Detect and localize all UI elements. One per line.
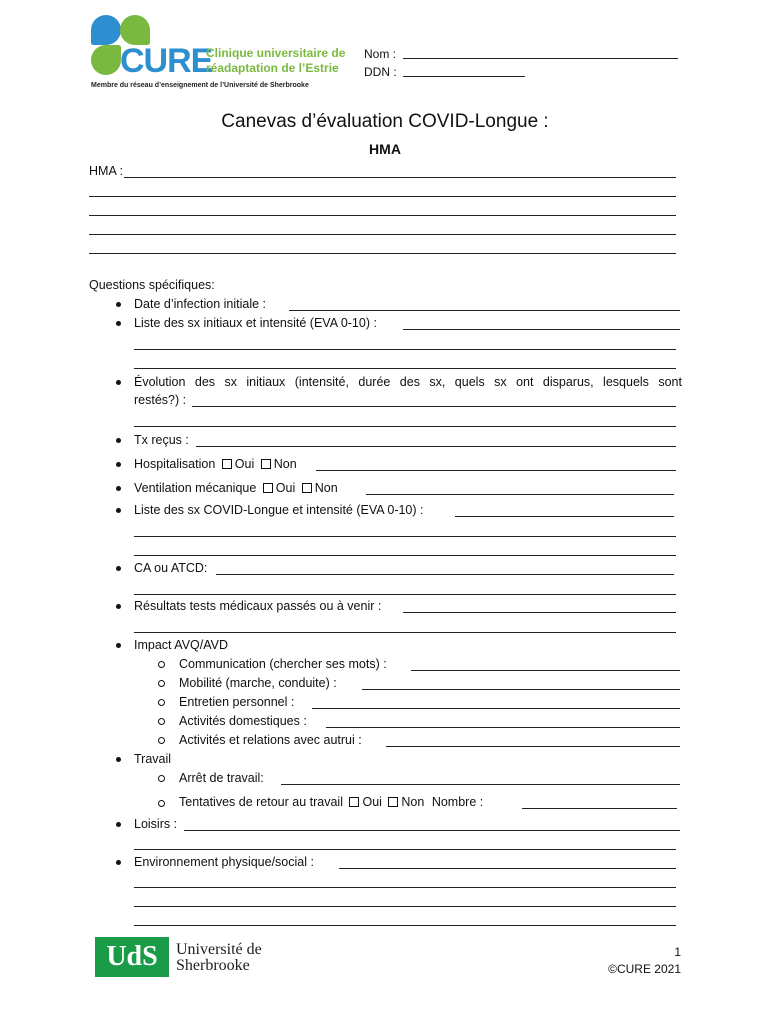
non-label: Non (314, 481, 338, 495)
ventilation-field[interactable] (366, 494, 674, 495)
hospitalisation-oui-checkbox[interactable] (222, 459, 232, 469)
liste-sx-covid-label: Liste des sx COVID-Longue et intensité (EVA 0-10) : (134, 503, 424, 517)
logo-leaf-green-top-icon (120, 15, 150, 45)
nombre-field[interactable] (522, 808, 677, 809)
environnement-field[interactable] (339, 868, 676, 869)
non-label: Non (401, 795, 425, 809)
resultats-tests-label: Résultats tests médicaux passés ou à venir : (134, 599, 382, 613)
hma-line-5[interactable] (89, 253, 676, 254)
liste-sx-initiaux-line-2[interactable] (134, 349, 676, 350)
bullet-icon (116, 508, 121, 513)
logo-line-2: réadaptation de l’Estrie (206, 61, 339, 75)
oui-label: Oui (234, 457, 255, 471)
bullet-icon (116, 860, 121, 865)
mobilite-field[interactable] (362, 689, 680, 690)
oui-label: Oui (362, 795, 382, 809)
circle-bullet-icon (158, 680, 165, 687)
tentatives-oui-checkbox[interactable] (349, 797, 359, 807)
ventilation-non-checkbox[interactable] (302, 483, 312, 493)
ca-atcd-field[interactable] (216, 574, 674, 575)
liste-sx-covid-line-2[interactable] (134, 536, 676, 537)
entretien-field[interactable] (312, 708, 680, 709)
hma-line-1[interactable] (124, 177, 676, 178)
logo-leaf-blue-icon (91, 15, 121, 45)
bullet-icon (116, 757, 121, 762)
bullet-icon (116, 321, 121, 326)
ventilation-oui-checkbox[interactable] (263, 483, 273, 493)
hospitalisation-field[interactable] (316, 470, 676, 471)
loisirs-field[interactable] (184, 830, 680, 831)
hospitalisation-label: Hospitalisation (134, 457, 216, 471)
circle-bullet-icon (158, 775, 165, 782)
bullet-icon (116, 380, 121, 385)
loisirs-line-2[interactable] (134, 849, 676, 850)
copyright: ©CURE 2021 (608, 962, 681, 976)
ddn-field[interactable] (403, 76, 525, 77)
uds-logo-mark: UdS (95, 937, 169, 977)
liste-sx-initiaux-label: Liste des sx initiaux et intensité (EVA 0-10) : (134, 316, 377, 330)
environnement-line-2[interactable] (134, 887, 676, 888)
circle-bullet-icon (158, 661, 165, 668)
bullet-icon (116, 643, 121, 648)
communication-label: Communication (chercher ses mots) : (179, 657, 387, 671)
evolution-label-1: Évolution des sx initiaux (intensité, durée des sx, quels sx ont disparus, lesquels sont (134, 375, 682, 389)
resultats-tests-field[interactable] (403, 612, 676, 613)
evolution-label-2: restés?) : (134, 393, 187, 407)
circle-bullet-icon (158, 737, 165, 744)
logo-member-text: Membre du réseau d’enseignement de l’Université de Sherbrooke (91, 82, 309, 89)
tx-recus-field[interactable] (196, 446, 676, 447)
nom-field[interactable] (403, 58, 678, 59)
questions-heading: Questions spécifiques: (89, 278, 215, 292)
loisirs-label: Loisirs : (134, 817, 178, 831)
arret-label: Arrêt de travail: (179, 771, 264, 785)
impact-label: Impact AVQ/AVD (134, 638, 229, 652)
mobilite-label: Mobilité (marche, conduite) : (179, 676, 337, 690)
bullet-icon (116, 438, 121, 443)
resultats-tests-line-2[interactable] (134, 632, 676, 633)
evolution-line-2[interactable] (134, 426, 676, 427)
arret-field[interactable] (281, 784, 680, 785)
bullet-icon (116, 822, 121, 827)
circle-bullet-icon (158, 800, 165, 807)
date-infection-label: Date d’infection initiale : (134, 297, 267, 311)
liste-sx-covid-field[interactable] (455, 516, 674, 517)
logo-leaf-green-bottom-icon (91, 45, 121, 75)
page-subtitle: HMA (369, 141, 401, 157)
bullet-icon (116, 604, 121, 609)
tentatives-non-checkbox[interactable] (388, 797, 398, 807)
nom-label: Nom : (364, 47, 397, 61)
travail-label: Travail (134, 752, 172, 766)
tentatives-label: Tentatives de retour au travail (179, 795, 343, 809)
environnement-line-4[interactable] (134, 925, 676, 926)
page-title: Canevas d’évaluation COVID-Longue : (221, 111, 549, 132)
liste-sx-initiaux-field[interactable] (403, 329, 680, 330)
hospitalisation-non-checkbox[interactable] (261, 459, 271, 469)
activites-rel-label: Activités et relations avec autrui : (179, 733, 362, 747)
ventilation-row (134, 481, 338, 495)
ca-atcd-label: CA ou ATCD: (134, 561, 208, 575)
tentatives-row (179, 795, 483, 809)
bullet-icon (116, 302, 121, 307)
liste-sx-initiaux-line-3[interactable] (134, 368, 676, 369)
hma-label: HMA : (89, 164, 124, 178)
tx-recus-label: Tx reçus : (134, 433, 189, 447)
hma-line-2[interactable] (89, 196, 676, 197)
bullet-icon (116, 462, 121, 467)
hma-line-3[interactable] (89, 215, 676, 216)
circle-bullet-icon (158, 718, 165, 725)
environnement-label: Environnement physique/social : (134, 855, 314, 869)
uds-name-line-1: Université de (176, 941, 262, 958)
nombre-label: Nombre : (431, 795, 484, 809)
activites-rel-field[interactable] (386, 746, 680, 747)
logo-line-1: Clinique universitaire de (206, 46, 346, 60)
liste-sx-covid-line-3[interactable] (134, 555, 676, 556)
communication-field[interactable] (411, 670, 680, 671)
environnement-line-3[interactable] (134, 906, 676, 907)
bullet-icon (116, 486, 121, 491)
circle-bullet-icon (158, 699, 165, 706)
activites-dom-label: Activités domestiques : (179, 714, 307, 728)
ventilation-label: Ventilation mécanique (134, 481, 257, 495)
ddn-label: DDN : (364, 65, 397, 79)
activites-dom-field[interactable] (326, 727, 680, 728)
hma-line-4[interactable] (89, 234, 676, 235)
ca-atcd-line-2[interactable] (134, 594, 676, 595)
date-infection-field[interactable] (289, 310, 680, 311)
page-number: 1 (674, 945, 681, 959)
bullet-icon (116, 566, 121, 571)
oui-label: Oui (275, 481, 296, 495)
uds-name-line-2: Sherbrooke (176, 957, 250, 974)
non-label: Non (273, 457, 297, 471)
entretien-label: Entretien personnel : (179, 695, 295, 709)
hospitalisation-row (134, 457, 297, 471)
evolution-field[interactable] (192, 406, 676, 407)
logo-word: CURE (120, 42, 213, 80)
